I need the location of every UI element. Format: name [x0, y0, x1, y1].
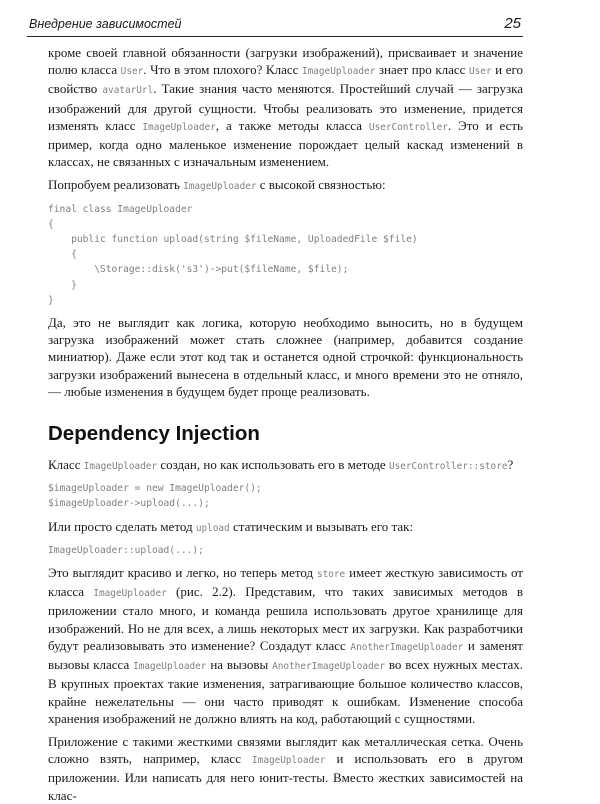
code-line: } [48, 279, 77, 291]
page-content [48, 44, 523, 804]
inline-code: ImageUploader [133, 661, 207, 673]
inline-code: AnotherImageUploader [272, 661, 385, 673]
section-title: Внедрение зависимостей [29, 17, 182, 31]
code-line: ImageUploader::upload(...); [48, 544, 204, 556]
code-block-image-uploader [48, 202, 523, 308]
inline-code: ImageUploader [93, 588, 167, 600]
code-block-usage [48, 481, 523, 511]
inline-code: User [120, 66, 144, 78]
inline-code: ImageUploader [142, 121, 216, 133]
inline-code: User [469, 66, 492, 78]
paragraph-3: Да, это не выглядит как логика, которую необходимо выносить, но в будущем загрузка изображений может стать сложнее (например, добавится создание миниатюр). Даже если этот код так и останется одной строчкой: функциональность загрузки изображений вынесена в отдельный класс, и много времени это не отняло, — любые изменения в будущем будет проще реализовать. [48, 315, 523, 399]
inline-code: ImageUploader [301, 66, 376, 78]
code-line: $imageUploader = new ImageUploader(); [48, 483, 262, 495]
inline-code: UserController [368, 121, 448, 133]
paragraph-6: Это выглядит красиво и легко, но теперь метод store имеет жесткую зависимость от класса ImageUploader (рис. 2.2). Представим, что таких зависимых методов в приложении стало много, и команда решила использовать другое хранилище для изображений. Но не для всех, а лишь некоторых мест их загрузки. Как разработчики будут реализовывать это изменение? Создадут класс AnotherImageUploader и заменят вызовы класса ImageUploader на вызовы AnotherImageUploader во всех нужных местах. В крупных проектах такие изменения, затрагивающие большое количество классов, крайне нежелательны — они часто приводят к ошибкам. Изменение способа хранения изображений не должно влиять на код, работающий с сущностями. [48, 565, 523, 726]
running-header [27, 14, 523, 37]
code-line: public function upload(string $fileName, UploadedFile $file) [48, 234, 418, 246]
inline-code: avatarUrl [102, 85, 154, 97]
inline-code: UserController::store [388, 461, 508, 473]
section-heading: Dependency Injection [48, 422, 260, 446]
code-line: \Storage::disk('s3')->put($fileName, $file); [48, 264, 349, 276]
inline-code: AnotherImageUploader [350, 641, 464, 653]
inline-code: ImageUploader [183, 181, 257, 193]
paragraph-1: кроме своей главной обязанности (загрузки изображений), присваивает и значение полю класса User. Что в этом плохого? Класс ImageUploader знает про класс User и его свойство avatarUrl. Такие знания часто меняются. Простейший случай — загрузка изображений для другой сущности. Чтобы реализовать это изменение, придется изменять класс ImageUploader, а также методы класса UserController. Это и есть пример, когда одно маленькое изменение порождает целый каскад изменений в классах, не связанных с изначальным изменением. [48, 45, 523, 170]
inline-code: ImageUploader [83, 461, 158, 473]
paragraph-5: Или просто сделать метод upload статическим и вызывать его так: [48, 518, 414, 534]
code-line: { [48, 218, 54, 230]
inline-code: upload [195, 522, 230, 534]
paragraph-7: Приложение с такими жесткими связями выглядит как металлическая сетка. Очень сложно взять, например, класс ImageUploader и использовать его в другом приложении. Или написать для него юнит-тесты. Вместо жестких зависимостей на клас- [48, 733, 523, 803]
page-number: 25 [504, 15, 521, 32]
code-line: $imageUploader->upload(...); [48, 498, 210, 510]
paragraph-2: Попробуем реализовать ImageUploader с высокой связностью: [48, 177, 386, 193]
code-line: { [48, 249, 77, 261]
code-line: } [48, 294, 54, 306]
inline-code: ImageUploader [252, 755, 326, 767]
code-line: final class ImageUploader [48, 203, 193, 215]
paragraph-4: Класс ImageUploader создан, но как использовать его в методе UserController::store? [48, 457, 514, 473]
inline-code: store [316, 569, 346, 581]
code-block-static-call [48, 543, 523, 558]
